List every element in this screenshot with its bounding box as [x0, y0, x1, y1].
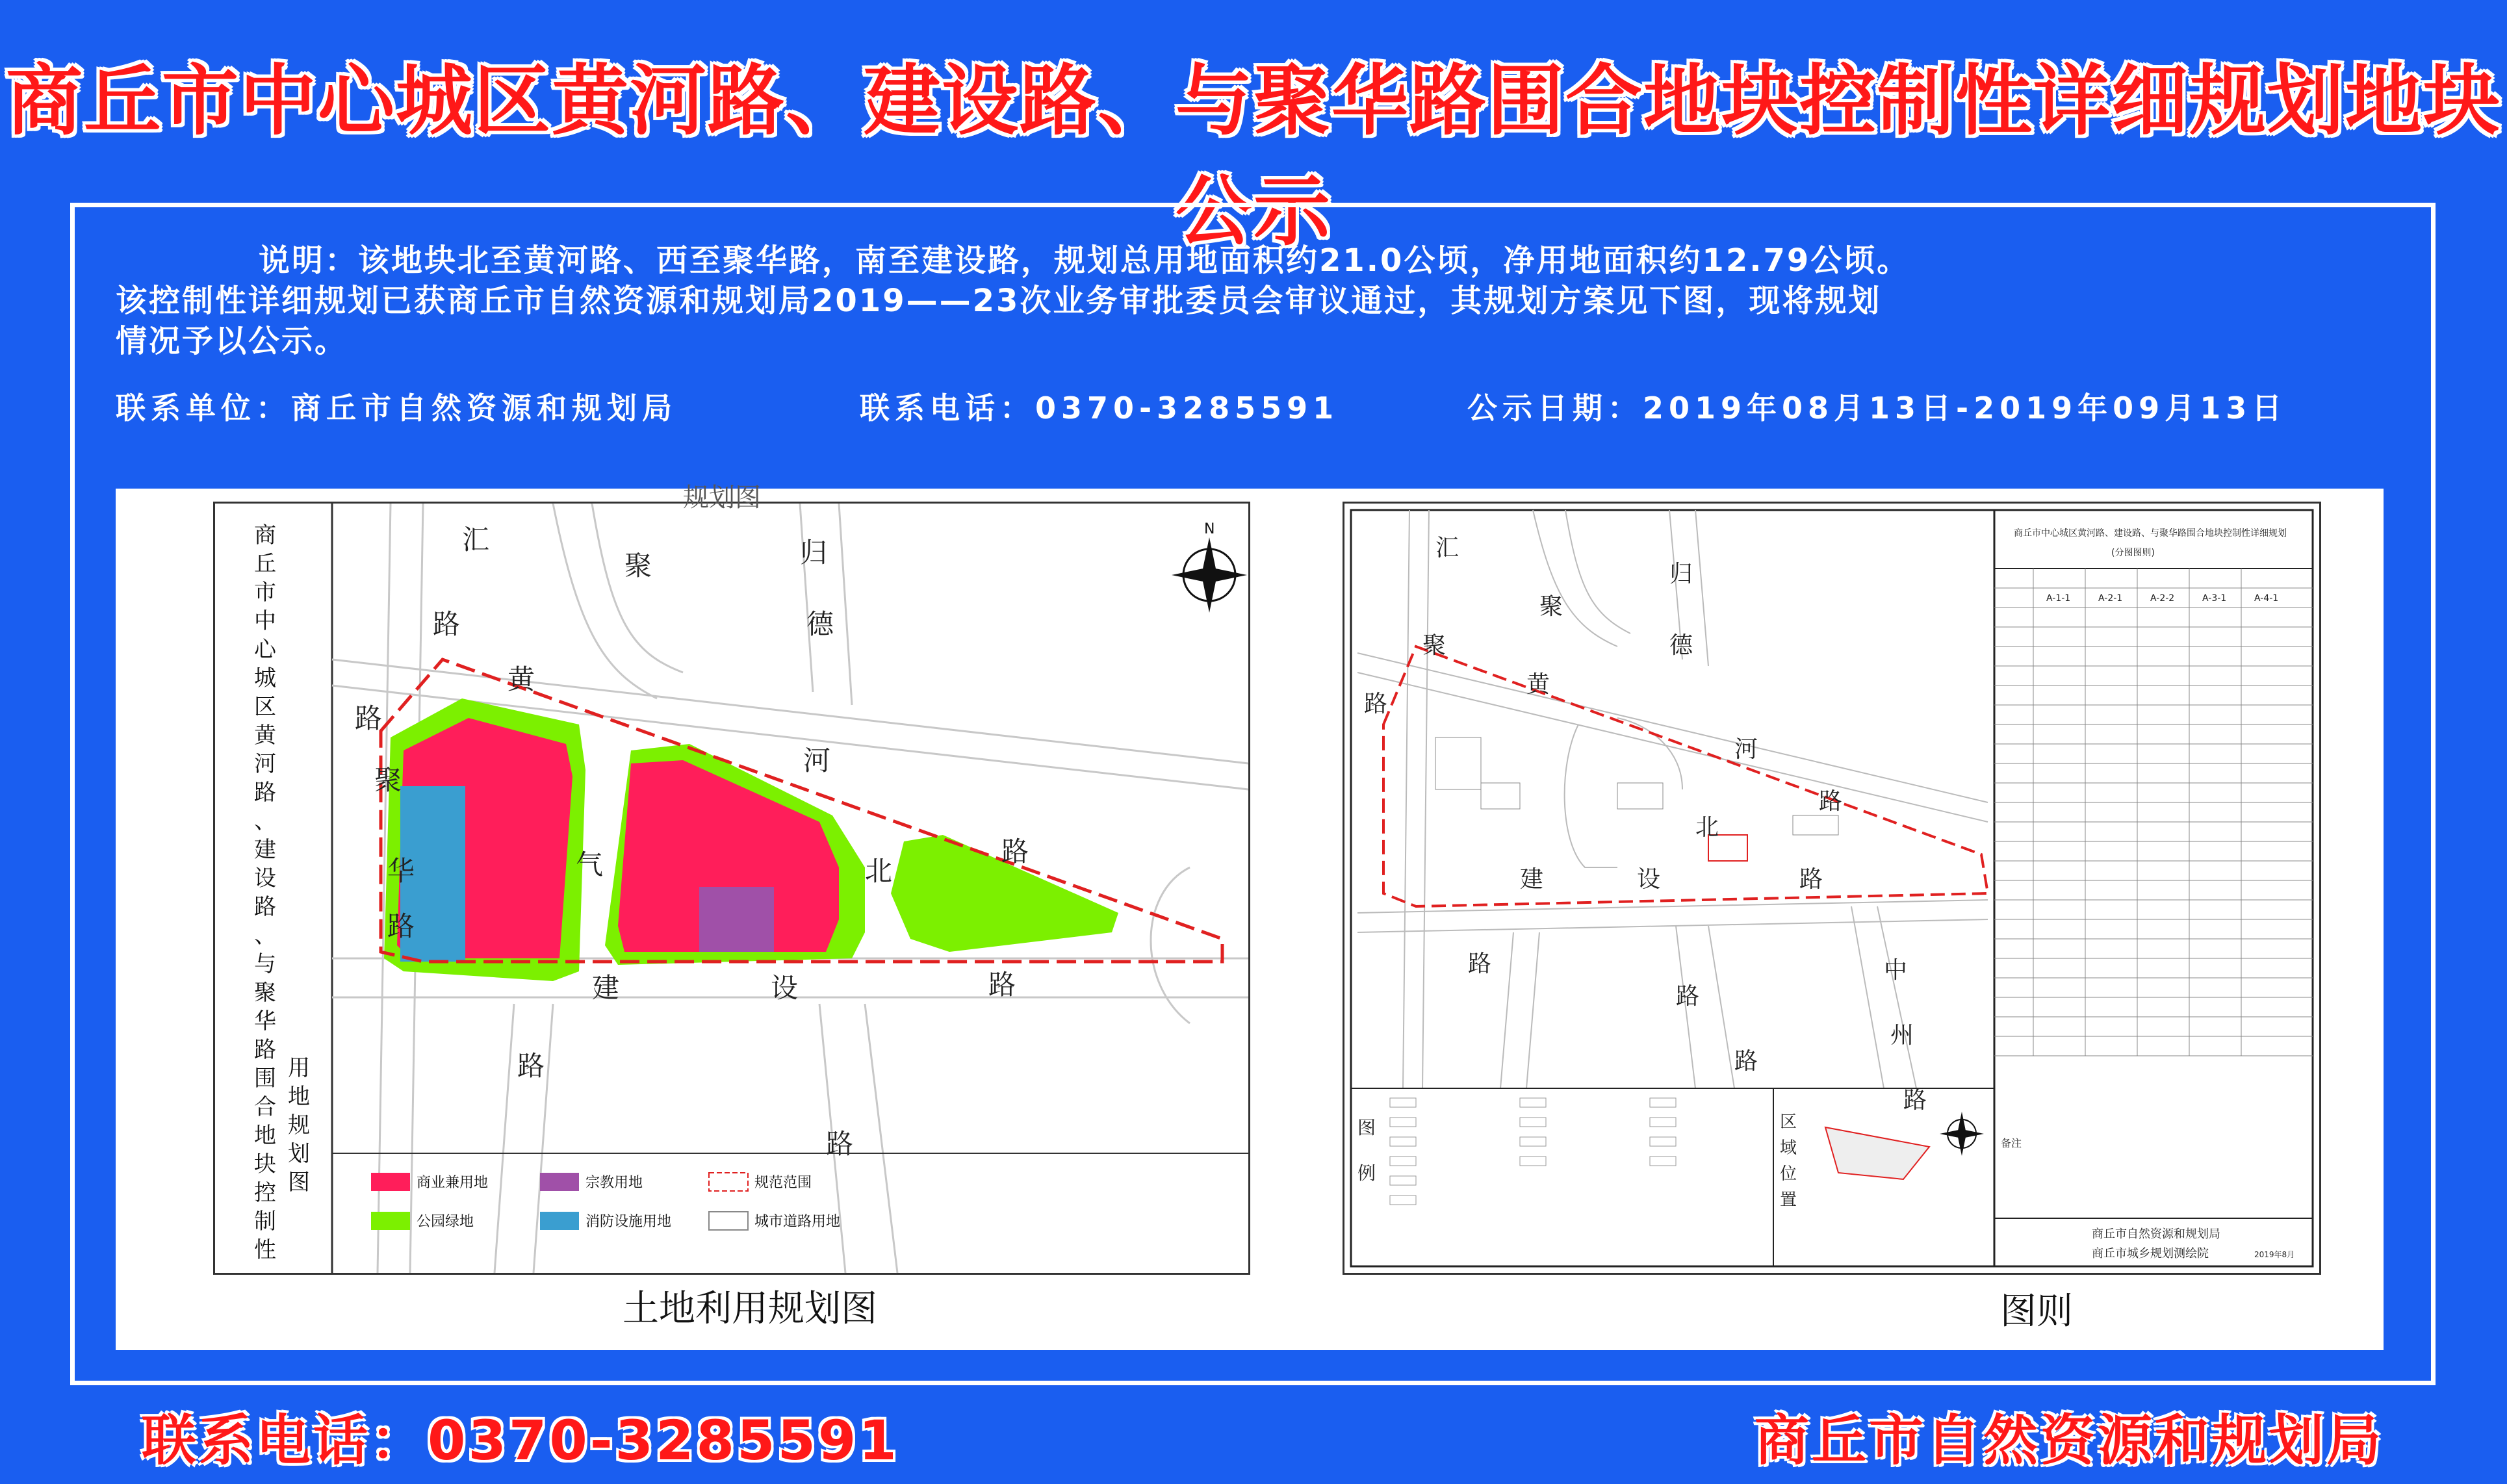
road-label-huang: 黄 [508, 663, 535, 695]
contact-row [116, 385, 2390, 424]
land-use-legend [371, 1173, 840, 1230]
land-use-map [213, 483, 1250, 1275]
road-label-lu5: 路 [988, 969, 1016, 1001]
road-label-qi: 气 [576, 849, 604, 880]
rm-road-lu3: 路 [1468, 951, 1492, 977]
road-label-bei: 北 [865, 855, 893, 887]
rm-legend-label: 图例 [1357, 1117, 1376, 1184]
description-line-3: 情况予以公示。 [116, 323, 348, 359]
road-label-lu3: 路 [387, 910, 415, 942]
footer-phone: 联系电话：0370-3285591 [142, 1409, 899, 1472]
rm-road-lu7: 路 [1364, 691, 1388, 717]
description-line-1: 说明：该地块北至黄河路、西至聚华路，南至建设路，规划总用地面积约21.0公顷，净用地面积约12.79公顷。 [259, 242, 1910, 279]
rm-road-hui: 汇 [1435, 535, 1459, 561]
road-label-de: 德 [806, 608, 834, 640]
road-label-lu2: 路 [355, 702, 383, 734]
road-label-lu1: 路 [433, 608, 461, 640]
road-label-jian: 建 [592, 972, 620, 1004]
footer-org: 商丘市自然资源和规划局 [1755, 1409, 2384, 1472]
description [116, 240, 2390, 361]
rm-road-lu4: 路 [1676, 983, 1700, 1010]
control-plan-map [1343, 502, 2321, 1275]
road-label-she: 设 [771, 972, 799, 1004]
road-label-he: 河 [803, 745, 831, 776]
map-side-subtitle: 用地规划图 [288, 1055, 310, 1196]
map-top-cut-text: 规划图 [683, 483, 761, 513]
legend-label-religious: 宗教用地 [585, 1175, 643, 1191]
maps-area [116, 483, 2384, 1350]
legend-label-green: 公园绿地 [417, 1214, 474, 1230]
rm-notes-label: 备注 [2001, 1137, 2022, 1149]
contact-phone: 联系电话：0370-3285591 [860, 390, 1339, 426]
rm-road-she: 设 [1637, 866, 1661, 893]
north-arrow-icon [1172, 521, 1247, 613]
control-plan-drawing [1344, 504, 2319, 1273]
land-use-map-drawing [215, 483, 1248, 1273]
rm-north-arrow-icon [1940, 1112, 1984, 1156]
rm-block-code-5: A-4-1 [2254, 593, 2279, 604]
road-label-ju: 聚 [624, 550, 652, 582]
road-label-hui: 汇 [462, 524, 490, 556]
rm-road-lu5: 路 [1903, 1087, 1927, 1114]
rm-road-lu2: 路 [1799, 866, 1823, 893]
rm-road-gui: 归 [1669, 561, 1693, 587]
control-plan-boundary [1383, 646, 1988, 906]
rm-road-lu6: 路 [1734, 1048, 1758, 1075]
description-line-2: 该控制性详细规划已获商丘市自然资源和规划局2019——23次业务审批委员会审议通过，其规划方案见下图，现将规划 [116, 283, 1882, 319]
rm-road-jian: 建 [1520, 866, 1544, 893]
road-label-lu4: 路 [1001, 836, 1029, 867]
road-label-lu7: 路 [826, 1128, 854, 1160]
rm-road-de: 德 [1669, 632, 1693, 659]
road-label-gui: 归 [800, 537, 828, 569]
rm-block-code-2: A-2-1 [2098, 593, 2123, 604]
rm-block-code-3: A-2-2 [2150, 593, 2175, 604]
rm-road-zhou: 州 [1890, 1022, 1914, 1049]
road-label-ju3: 聚 [374, 764, 402, 796]
north-label: N [1204, 521, 1215, 537]
rm-road-huang: 黄 [1526, 671, 1550, 698]
rm-block-code-4: A-3-1 [2202, 593, 2227, 604]
rm-org-2: 商丘市城乡规划测绘院 [2092, 1247, 2209, 1260]
rm-road-he: 河 [1734, 736, 1758, 763]
rm-block-code-1: A-1-1 [2046, 593, 2071, 604]
map-side-title: 商丘市中 心城区黄 河路、建 设路、与 聚华路围 合地块控 制性 [254, 522, 276, 1263]
legend-label-fire: 消防设施用地 [585, 1214, 672, 1230]
page-title: 商丘市中心城区黄河路、建设路、与聚华路围合地块控制性详细规划地块公示 [5, 56, 2501, 256]
rm-road-zhong: 中 [1884, 957, 1908, 984]
road-label-hua: 华 [387, 855, 415, 887]
rm-road-lu1: 路 [1819, 788, 1843, 815]
rm-road-ju: 聚 [1539, 593, 1563, 620]
religious-parcel [699, 887, 774, 952]
road-label-lu6: 路 [517, 1050, 545, 1082]
contact-unit: 联系单位：商丘市自然资源和规划局 [116, 390, 677, 426]
rm-date: 2019年8月 [2254, 1250, 2295, 1259]
land-use-caption: 土地利用规划图 [623, 1288, 877, 1330]
publish-date: 公示日期：2019年08月13日-2019年09月13日 [1467, 390, 2287, 426]
rm-table-subtitle: (分图图则) [2111, 548, 2155, 558]
legend-label-road: 城市道路用地 [754, 1214, 841, 1230]
legend-label-commercial: 商业兼用地 [417, 1175, 489, 1191]
control-plan-caption: 图则 [2000, 1290, 2073, 1333]
legend-label-boundary: 规范范围 [754, 1175, 812, 1191]
rm-table-title: 商丘市中心城区黄河路、建设路、与聚华路围合地块控制性详细规划 [2014, 528, 2287, 539]
rm-location-label: 区域位置 [1780, 1112, 1797, 1210]
rm-org-1: 商丘市自然资源和规划局 [2092, 1227, 2220, 1241]
rm-road-ju2: 聚 [1422, 632, 1446, 659]
rm-road-bei: 北 [1695, 814, 1719, 841]
